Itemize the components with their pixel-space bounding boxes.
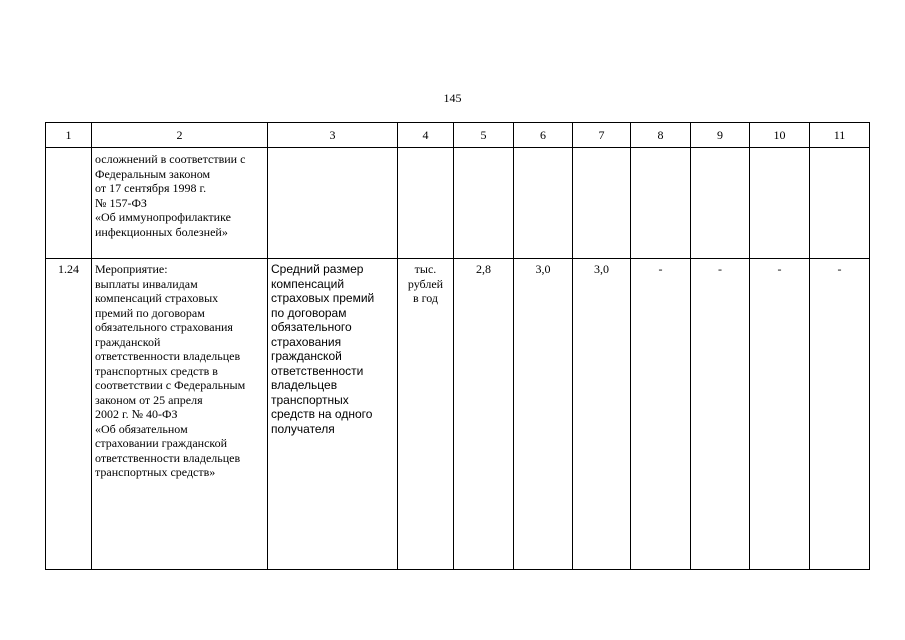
value-text [573, 148, 630, 151]
column-header: 11 [810, 123, 870, 148]
column-header: 7 [573, 123, 631, 148]
event-text: Мероприятие: выплаты инвалидам компенсаций страховых премий по договорам обязательного страхования гражданской ответственности владельцев транспортных средств в соответствии с Федеральным законом от 25 апреля 2002 г. № 40-ФЗ «Об обязательном страховании гражданской ответственности владельцев транспортных средств» [95, 262, 246, 479]
value-cell [573, 259, 631, 570]
value-text: 2,8 [476, 262, 491, 276]
value-cell [454, 259, 514, 570]
value-text [454, 148, 513, 151]
table-row [46, 148, 870, 259]
value-text [810, 148, 869, 151]
value-text [691, 148, 749, 151]
value-cell [691, 148, 750, 259]
value-cell [573, 148, 631, 259]
unit-text: тыс. рублей в год [407, 262, 444, 305]
column-header: 1 [46, 123, 92, 148]
event-cell [92, 148, 268, 259]
indicator-cell [268, 259, 398, 570]
value-cell [750, 148, 810, 259]
value-text: - [837, 262, 842, 276]
event-text: осложнений в соответствии с Федеральным законом от 17 сентября 1998 г. № 157-ФЗ «Об иммунопрофилактике инфекционных болезней» [95, 152, 246, 239]
unit-text [398, 148, 453, 151]
column-header: 2 [92, 123, 268, 148]
value-cell [631, 259, 691, 570]
column-header: 8 [631, 123, 691, 148]
value-text [631, 148, 690, 151]
value-text: 3,0 [594, 262, 609, 276]
indicator-text: Средний размер компенсаций страховых премий по договорам обязательного страхования гражданской ответственности владельцев транспортных средств на одного получателя [271, 262, 375, 436]
column-header: 5 [454, 123, 514, 148]
column-header: 4 [398, 123, 454, 148]
header-row [46, 123, 870, 148]
value-cell [810, 148, 870, 259]
row-number [46, 148, 91, 151]
value-text [750, 148, 809, 151]
event-cell [92, 259, 268, 570]
value-text: - [777, 262, 782, 276]
value-cell [691, 259, 750, 570]
column-header: 3 [268, 123, 398, 148]
value-cell [514, 148, 573, 259]
value-text: - [658, 262, 663, 276]
unit-cell [398, 259, 454, 570]
value-cell [514, 259, 573, 570]
value-cell [631, 148, 691, 259]
value-cell [454, 148, 514, 259]
indicator-cell [268, 148, 398, 259]
unit-cell [398, 148, 454, 259]
column-header: 6 [514, 123, 573, 148]
data-table [45, 122, 870, 570]
column-header: 9 [691, 123, 750, 148]
row-number-cell [46, 259, 92, 570]
page-number: 145 [443, 91, 462, 105]
table-row [46, 259, 870, 570]
value-cell [750, 259, 810, 570]
value-text [514, 148, 572, 151]
row-number: 1.24 [58, 262, 79, 276]
value-cell [810, 259, 870, 570]
value-text: - [718, 262, 722, 276]
row-number-cell [46, 148, 92, 259]
value-text: 3,0 [535, 262, 551, 276]
column-header: 10 [750, 123, 810, 148]
indicator-text [268, 148, 397, 151]
